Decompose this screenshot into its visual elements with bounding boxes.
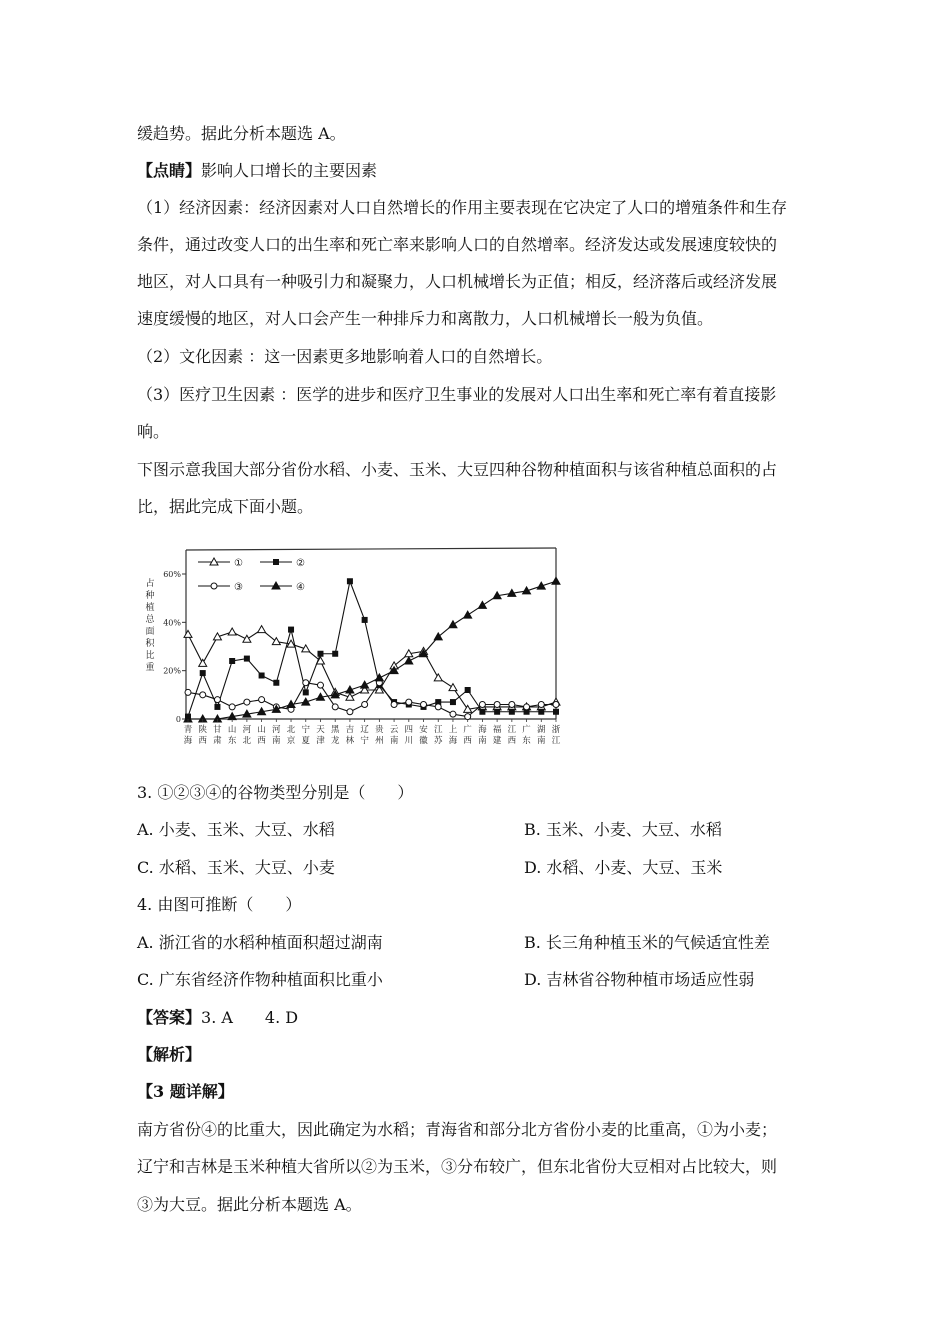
data-point-2 (347, 578, 353, 584)
data-point-3 (509, 702, 515, 708)
x-tick-label: 甘 (213, 725, 222, 735)
x-tick-label: 建 (492, 736, 502, 746)
x-tick-label: 上 (448, 725, 458, 735)
option-4b[interactable]: B. 长三角种植玉米的气候适宜性差 (524, 933, 770, 952)
option-3a[interactable]: A. 小麦、玉米、大豆、水稻 (137, 820, 335, 839)
x-tick-label: 陕 (198, 725, 207, 735)
x-tick-label: 辽 (360, 725, 369, 735)
y-axis-label: 植 (145, 603, 155, 613)
question-4: 4. 由图可推断（ ） (137, 895, 302, 914)
chart-legend (198, 558, 305, 593)
x-tick-label: 西 (198, 736, 207, 746)
highlight-tag: 【点睛】 (137, 161, 202, 180)
data-point-3 (435, 704, 441, 710)
data-point-3 (347, 709, 353, 715)
data-point-3 (185, 689, 191, 695)
y-tick-label: 0 (175, 715, 181, 724)
legend-label: ④ (296, 582, 305, 593)
data-point-4 (478, 601, 486, 608)
x-tick-label: 南 (537, 736, 546, 746)
paragraph-text: 地区，对人口具有一种吸引力和凝聚力，人口机械增长为正值；相反，经济落后或经济发展 (137, 272, 778, 291)
analysis-text: 辽宁和吉林是玉米种植大省所以②为玉米，③分布较广，但东北省份大豆相对占比较大，则 (137, 1157, 778, 1176)
x-tick-label: 西 (257, 736, 266, 746)
data-point-4 (464, 611, 472, 618)
paragraph-text: （2）文化因素 ：这一因素更多地影响着人口的自然增长。 (137, 347, 553, 366)
x-tick-label: 海 (183, 736, 193, 746)
analysis-text: ③为大豆。据此分析本题选 A。 (137, 1195, 362, 1214)
option-4c[interactable]: C. 广东省经济作物种植面积比重小 (137, 970, 383, 989)
paragraph-text: 条件，通过改变人口的出生率和死亡率来影响人口的自然增率。经济发达或发展速度较快的 (137, 235, 778, 254)
paragraph-text: （1）经济因素：经济因素对人口自然增长的作用主要表现在它决定了人口的增殖条件和生存 (137, 198, 788, 217)
x-tick-label: 南 (272, 736, 281, 746)
paragraph-text: （3）医疗卫生因素 ：医学的进步和医疗卫生事业的发展对人口出生率和死亡率有着直接影 (137, 385, 777, 404)
y-axis-label: 总 (145, 615, 155, 625)
x-tick-label: 龙 (330, 736, 340, 746)
data-point-4 (449, 621, 457, 628)
x-tick-label: 云 (389, 725, 399, 735)
x-tick-label: 贵 (375, 725, 384, 735)
x-tick-label: 南 (389, 736, 399, 746)
data-point-3 (303, 680, 309, 686)
data-point-3 (362, 702, 368, 708)
data-point-3 (332, 704, 338, 710)
legend-marker (211, 583, 217, 589)
x-tick-label: 吉 (345, 725, 355, 735)
data-point-3 (421, 702, 427, 708)
data-point-1 (184, 630, 192, 637)
data-point-3 (200, 692, 206, 698)
y-axis-label: 种 (145, 591, 155, 601)
data-point-3 (479, 702, 485, 708)
data-point-2 (332, 651, 338, 657)
paragraph-text: 比，据此完成下面小题。 (137, 497, 314, 516)
x-tick-label: 天 (316, 725, 325, 735)
x-tick-label: 广 (463, 725, 472, 735)
paragraph-text: 响。 (137, 422, 170, 441)
data-point-3 (229, 704, 235, 710)
answer-text: 3. A 4. D (201, 1008, 299, 1027)
y-axis-label: 比 (145, 651, 155, 661)
legend-label: ② (296, 558, 305, 569)
analysis-text: 南方省份④的比重大，因此确定为水稻；青海省和部分北方省份小麦的比重高，①为小麦； (137, 1120, 778, 1139)
x-tick-label: 湖 (537, 725, 546, 735)
chart-top-border (186, 548, 556, 550)
x-tick-label: 青 (183, 725, 193, 735)
chart-axes (145, 570, 186, 724)
data-point-3 (244, 699, 250, 705)
analysis-heading: 【解析】 (137, 1045, 202, 1064)
option-3c[interactable]: C. 水稻、玉米、大豆、小麦 (137, 858, 335, 877)
y-tick-label: 60% (163, 570, 181, 579)
paragraph-text: 速度缓慢的地区，对人口会产生一种排斥力和离散力，人口机械增长一般为负值。 (137, 309, 714, 328)
data-point-4 (552, 577, 560, 584)
x-tick-label: 江 (433, 725, 443, 735)
x-tick-label: 东 (227, 736, 237, 746)
x-tick-label: 夏 (301, 736, 311, 746)
x-tick-label: 川 (404, 736, 414, 746)
x-tick-label: 宁 (301, 725, 311, 735)
y-tick-label: 40% (163, 618, 181, 628)
y-axis-label: 积 (145, 639, 155, 649)
data-point-1 (243, 635, 251, 642)
data-point-2 (479, 709, 485, 715)
x-tick-label: 福 (492, 725, 502, 735)
x-tick-label: 浙 (551, 725, 561, 735)
x-tick-label: 北 (242, 736, 252, 746)
paragraph-text: 下图示意我国大部分省份水稻、小麦、玉米、大豆四种谷物种植面积与该省种植总面积的占 (137, 460, 778, 479)
x-tick-label: 津 (316, 736, 325, 746)
x-tick-label: 州 (375, 736, 384, 746)
data-point-1 (449, 684, 457, 691)
y-tick-label: 20% (163, 666, 181, 676)
data-point-2 (509, 709, 515, 715)
x-tick-label: 海 (478, 725, 487, 735)
x-tick-label: 西 (463, 736, 472, 746)
paragraph-text: 缓趋势。据此分析本题选 A。 (137, 124, 346, 143)
data-point-2 (229, 658, 235, 664)
data-point-3 (553, 702, 559, 708)
data-point-3 (317, 682, 323, 688)
x-tick-label: 河 (242, 725, 252, 735)
data-point-2 (273, 680, 279, 686)
series-line-2 (188, 581, 556, 716)
data-point-4 (405, 657, 413, 664)
data-point-1 (199, 659, 207, 666)
x-tick-label: 黑 (330, 725, 340, 735)
data-point-2 (362, 617, 368, 623)
highlight-heading (137, 160, 377, 182)
data-point-2 (494, 709, 500, 715)
data-point-3 (391, 702, 397, 708)
x-tick-label: 四 (404, 725, 414, 735)
x-tick-label: 京 (286, 736, 296, 746)
x-tick-label: 苏 (433, 736, 443, 746)
x-tick-label: 林 (345, 736, 355, 746)
data-point-2 (288, 627, 294, 633)
legend-label: ③ (234, 582, 243, 593)
option-3b[interactable]: B. 玉米、小麦、大豆、水稻 (524, 820, 722, 839)
x-tick-label: 江 (551, 736, 561, 746)
data-point-3 (214, 697, 220, 703)
data-point-2 (303, 689, 309, 695)
x-tick-label: 广 (522, 725, 531, 735)
data-point-2 (465, 687, 471, 693)
data-point-3 (465, 714, 471, 720)
data-point-2 (553, 709, 559, 715)
data-point-4 (361, 681, 369, 688)
x-tick-label: 南 (478, 736, 487, 746)
data-point-2 (200, 670, 206, 676)
x-tick-label: 徽 (419, 736, 428, 746)
data-point-2 (259, 673, 265, 679)
x-tick-label: 河 (272, 725, 281, 735)
x-tick-label: 东 (522, 736, 531, 746)
x-tick-label: 肃 (213, 736, 222, 746)
data-point-2 (450, 699, 456, 705)
crop-share-chart (138, 536, 568, 761)
y-axis-label: 占 (145, 579, 155, 589)
data-point-3 (259, 697, 265, 703)
y-axis-label: 面 (145, 627, 155, 637)
data-point-1 (258, 626, 266, 633)
x-tick-label: 江 (507, 725, 517, 735)
x-tick-label: 西 (507, 736, 517, 746)
answer-line (137, 1007, 298, 1029)
highlight-title: 影响人口增长的主要因素 (201, 161, 378, 180)
data-point-1 (434, 674, 442, 681)
chart-series (184, 577, 560, 722)
data-point-2 (538, 709, 544, 715)
option-4d[interactable]: D. 吉林省谷物种植市场适应性弱 (524, 970, 755, 989)
x-tick-label: 山 (257, 725, 266, 735)
answer-tag: 【答案】 (137, 1008, 202, 1027)
x-tick-label: 山 (227, 725, 237, 735)
option-3d[interactable]: D. 水稻、小麦、大豆、玉米 (524, 858, 723, 877)
chart-frame (186, 548, 556, 719)
y-axis-label: 重 (145, 663, 155, 673)
data-point-2 (214, 704, 220, 710)
x-tick-label: 海 (448, 736, 458, 746)
data-point-3 (406, 699, 412, 705)
data-point-2 (244, 656, 250, 662)
data-point-3 (538, 702, 544, 708)
data-point-3 (524, 704, 530, 710)
legend-marker (273, 559, 279, 565)
data-point-3 (494, 702, 500, 708)
option-4a[interactable]: A. 浙江省的水稻种植面积超过湖南 (137, 933, 383, 952)
x-tick-label: 北 (286, 725, 296, 735)
data-point-1 (228, 628, 236, 635)
question-3: 3. ①②③④的谷物类型分别是（ ） (137, 783, 414, 802)
data-point-2 (317, 651, 323, 657)
analysis-subheading: 【3 题详解】 (137, 1082, 234, 1101)
legend-label: ① (234, 558, 243, 569)
x-tick-label: 宁 (360, 736, 369, 746)
data-point-3 (450, 711, 456, 717)
chart-labels (184, 719, 561, 746)
x-tick-label: 安 (419, 725, 428, 735)
